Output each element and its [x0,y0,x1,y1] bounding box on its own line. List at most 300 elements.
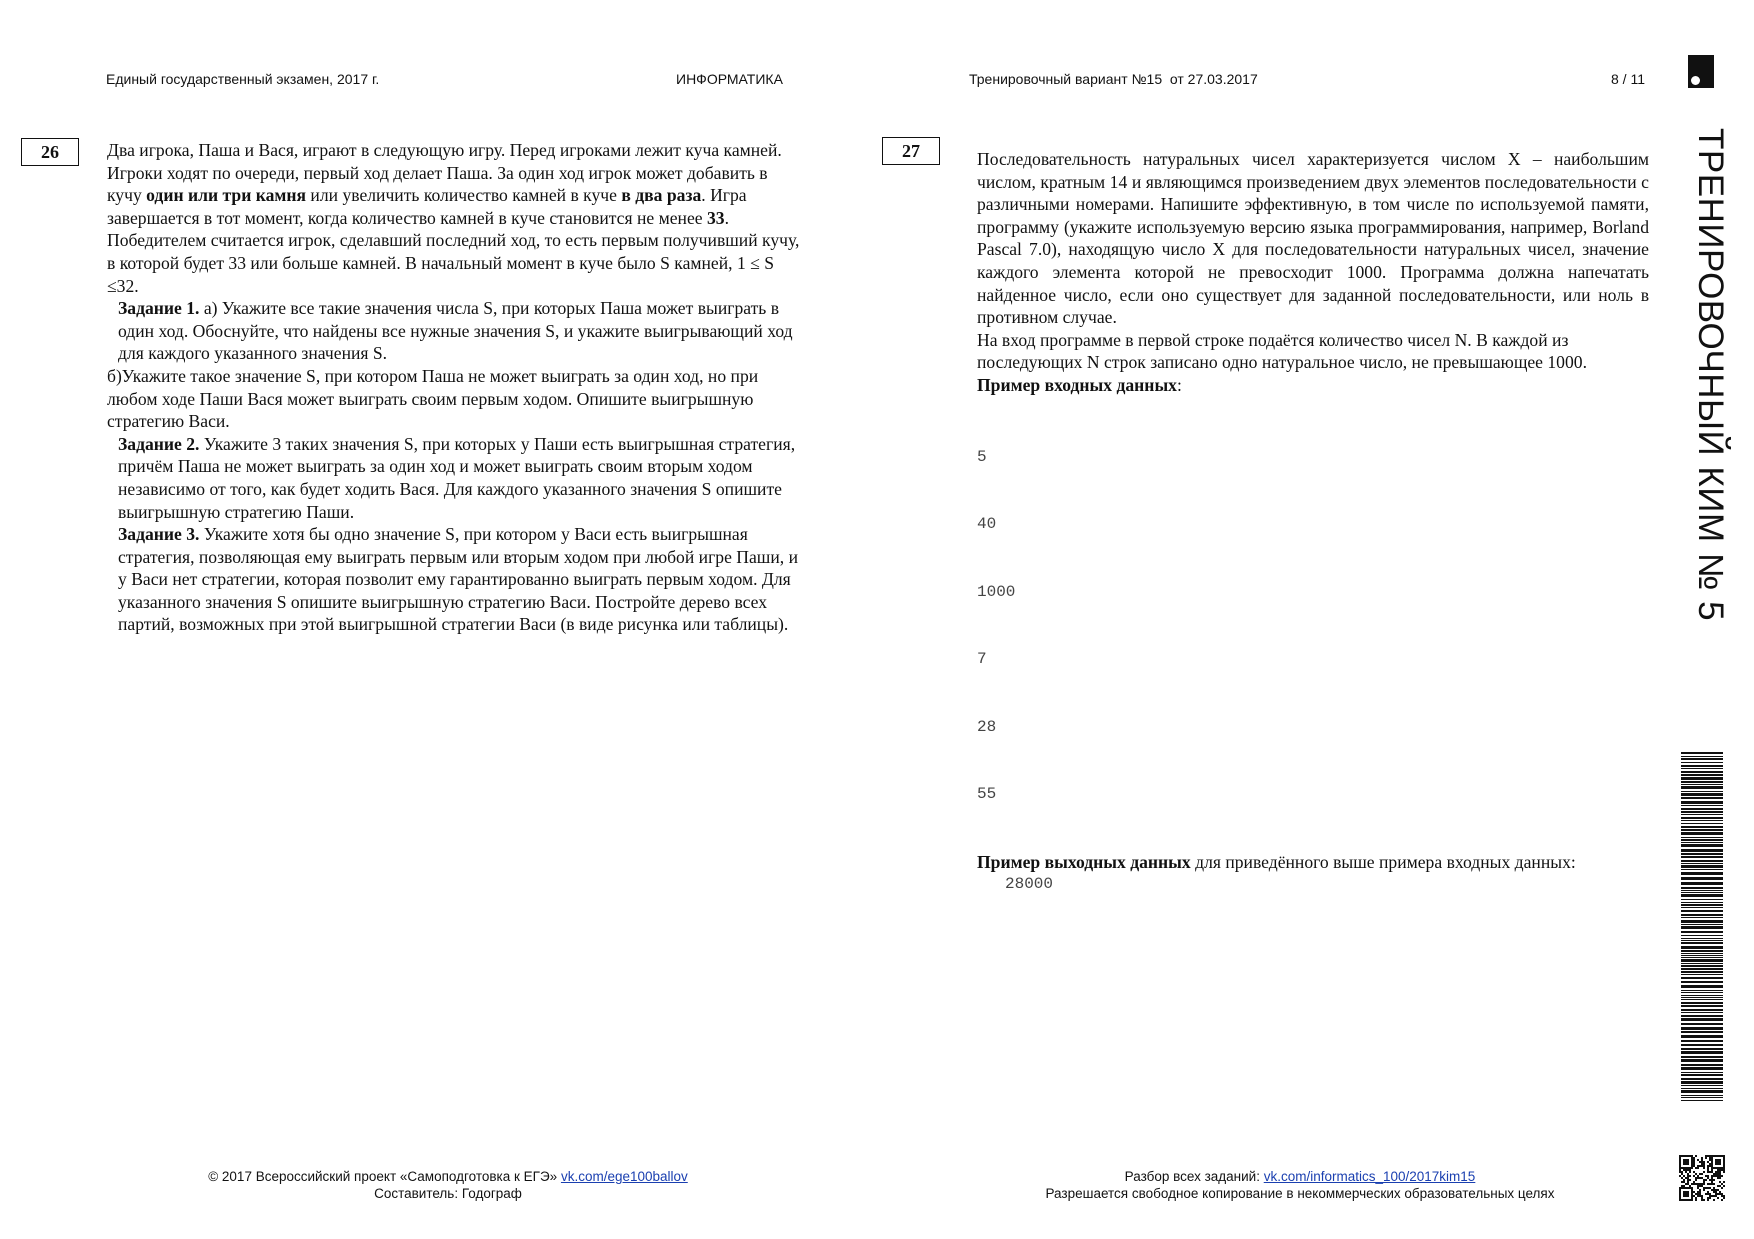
question-26-number: 26 [21,138,79,166]
qr-module [1687,1183,1689,1185]
qr-module [1679,1195,1681,1197]
barcode-bar [1681,1018,1723,1021]
footer-left-line2: Составитель: Годограф [374,1186,522,1201]
qr-module [1707,1191,1709,1193]
qr-module [1683,1187,1685,1189]
qr-module [1687,1193,1689,1195]
qr-module [1683,1195,1685,1197]
qr-module [1719,1193,1721,1195]
qr-module [1697,1175,1699,1177]
qr-module [1705,1157,1707,1159]
barcode-bar [1681,1035,1723,1038]
qr-module [1723,1197,1725,1199]
barcode-bar [1681,894,1723,897]
input-example-label: Пример входных данных [977,374,1177,395]
qr-module [1681,1177,1683,1179]
barcode-bar [1681,758,1723,760]
qr-module [1679,1187,1681,1189]
barcode-bar [1681,863,1723,864]
qr-module [1687,1191,1689,1193]
barcode-bar [1681,946,1723,949]
qr-module [1703,1189,1705,1191]
qr-module [1721,1175,1723,1177]
qr-module [1681,1185,1683,1187]
barcode-bar [1681,995,1723,996]
qr-module [1689,1179,1691,1181]
qr-module [1701,1195,1703,1197]
input-line: 40 [977,515,997,534]
qr-module [1705,1187,1707,1189]
qr-module [1691,1183,1693,1185]
barcode-bar [1681,963,1723,964]
qr-module [1685,1191,1687,1193]
qr-module [1719,1177,1721,1179]
barcode-bar [1681,765,1723,767]
barcode-bar [1681,814,1723,815]
barcode-bar [1681,1048,1723,1050]
barcode-bar [1681,1078,1723,1080]
barcode-bar [1681,826,1723,828]
barcode-bar [1681,904,1723,906]
qr-module [1683,1155,1685,1157]
qr-module [1683,1163,1685,1165]
barcode-bar [1681,955,1723,956]
qr-module [1699,1185,1701,1187]
qr-module [1703,1187,1705,1189]
qr-module [1685,1177,1687,1179]
barcode-bar [1681,777,1723,780]
qr-module [1717,1155,1719,1157]
barcode-bar [1681,820,1723,821]
barcode-bar [1681,1012,1723,1013]
qr-module [1685,1199,1687,1201]
barcode-bar [1681,965,1723,967]
barcode-bar [1681,811,1723,813]
qr-module [1717,1175,1719,1177]
qr-module [1713,1187,1715,1189]
qr-module [1723,1163,1725,1165]
qr-module [1713,1189,1715,1191]
qr-module [1679,1167,1681,1169]
qr-module [1719,1159,1721,1161]
barcode-bar [1681,768,1723,769]
barcode-bar [1681,781,1723,783]
qr-module [1717,1171,1719,1173]
qr-module [1709,1195,1711,1197]
barcode-bar [1681,842,1723,843]
qr-module [1699,1191,1701,1193]
qr-module [1719,1171,1721,1173]
qr-module [1697,1165,1699,1167]
footer-right-link[interactable]: vk.com/informatics_100/2017kim15 [1263,1169,1476,1184]
qr-module [1713,1175,1715,1177]
barcode-bar [1681,1005,1723,1007]
task-1-label: Задание 1. [118,298,200,319]
barcode-bar [1681,959,1723,962]
barcode-bar [1681,1064,1723,1066]
qr-module [1697,1185,1699,1187]
barcode-bar [1681,752,1723,754]
barcode-bar [1681,1002,1723,1004]
footer-right [1020,1168,1580,1202]
qr-module [1687,1163,1689,1165]
qr-module [1691,1157,1693,1159]
output-example-value: 28000 [1005,875,1054,894]
qr-module [1709,1165,1711,1167]
barcode-bar [1681,853,1723,855]
qr-module [1691,1187,1693,1189]
qr-module [1723,1169,1725,1171]
barcode-bar [1681,907,1723,908]
corner-mark-icon [1688,55,1714,88]
output-example-text: для приведённого выше примера входных данных: [1190,851,1576,872]
qr-module [1719,1167,1721,1169]
barcode-bar [1681,877,1723,880]
barcode-bar [1681,817,1723,819]
qr-module [1709,1197,1711,1199]
qr-module [1717,1185,1719,1187]
barcode-bar [1681,968,1723,970]
qr-module [1713,1183,1715,1185]
barcode-bar [1681,1051,1723,1054]
barcode-bar [1681,762,1723,763]
barcode-bar [1681,931,1723,933]
qr-module [1711,1177,1713,1179]
task-2-text: Укажите 3 таких значения S, при которых у Паши есть выигрышная стратегия, причём Паша не может выиграть за один ход и может выиграть своим вторым ходом независимо от того, как будет ходить Вася. Для каждого указанного значения S опишите выигрышную стратегию Паши. [118,433,796,522]
qr-module [1691,1161,1693,1163]
barcode-bar [1681,882,1723,885]
qr-module [1697,1195,1699,1197]
task-3 [107,523,803,636]
qr-module [1721,1187,1723,1189]
question-26-body [107,139,803,636]
qr-module [1685,1155,1687,1157]
qr-module [1717,1197,1719,1199]
qr-module [1711,1163,1713,1165]
qr-module [1699,1195,1701,1197]
qr-module [1717,1159,1719,1161]
qr-module [1723,1167,1725,1169]
qr-module [1679,1163,1681,1165]
question-26-intro [107,139,803,297]
intro-text: . Победителем считается игрок, сделавший последний ход, то есть первым получивший кучу, в которой будет 33 или больше камней. В начальный момент в куче было S камней, 1 ≤ S ≤32. [107,207,800,296]
qr-module [1703,1199,1705,1201]
qr-module [1707,1199,1709,1201]
footer-right-line1 [1020,1168,1580,1185]
qr-module [1691,1155,1693,1157]
qr-module [1691,1159,1693,1161]
barcode-bar [1681,1027,1723,1030]
qr-module [1715,1155,1717,1157]
qr-module [1687,1199,1689,1201]
qr-module [1691,1199,1693,1201]
footer-left-link[interactable]: vk.com/ege100ballov [560,1169,688,1184]
qr-module [1701,1173,1703,1175]
side-title: ТРЕНИРОВОЧНЫЙ КИМ № 5 [1691,128,1730,622]
barcode-bar [1681,985,1723,988]
barcode-bar [1681,992,1723,993]
qr-module [1683,1167,1685,1169]
qr-module [1709,1163,1711,1165]
qr-module [1685,1161,1687,1163]
qr-module [1717,1167,1719,1169]
qr-module [1695,1193,1697,1195]
qr-module [1709,1157,1711,1159]
barcode-bar [1681,808,1723,810]
input-line: 5 [977,447,987,466]
qr-module [1715,1171,1717,1173]
qr-module [1723,1155,1725,1157]
qr-module [1685,1167,1687,1169]
task-2 [107,433,803,523]
qr-module [1695,1179,1697,1181]
qr-module [1681,1181,1683,1183]
qr-module [1719,1173,1721,1175]
qr-module [1687,1159,1689,1161]
qr-module [1703,1161,1705,1163]
barcode-bar [1681,786,1723,789]
intro-text: . Игра завершается в тот момент, когда количество камней в куче становится не менее [107,185,747,228]
qr-module [1695,1197,1697,1199]
qr-module [1701,1197,1703,1199]
barcode-bar [1681,797,1723,799]
qr-module [1685,1169,1687,1171]
qr-module [1701,1199,1703,1201]
qr-module [1697,1183,1699,1185]
qr-module [1721,1169,1723,1171]
qr-module [1715,1193,1717,1195]
barcode-bar [1681,872,1723,875]
barcode-bar [1681,1040,1723,1042]
qr-module [1681,1199,1683,1201]
qr-module [1679,1169,1681,1171]
qr-module [1719,1161,1721,1163]
qr-module [1703,1167,1705,1169]
qr-module [1715,1191,1717,1193]
qr-module [1679,1189,1681,1191]
intro-bold: в два раза [621,185,702,206]
qr-module [1713,1155,1715,1157]
qr-module [1687,1181,1689,1183]
qr-module [1685,1193,1687,1195]
qr-module [1687,1175,1689,1177]
qr-module [1715,1195,1717,1197]
qr-module [1685,1163,1687,1165]
footer-right-text: Разбор всех заданий: [1124,1169,1264,1184]
qr-module [1683,1169,1685,1171]
qr-module [1721,1155,1723,1157]
barcode-bar [1681,844,1723,847]
qr-module [1709,1187,1711,1189]
qr-module [1689,1175,1691,1177]
qr-module [1681,1187,1683,1189]
task-3-label: Задание 3. [118,524,200,545]
barcode-bar [1681,1072,1723,1073]
barcode-bar [1681,920,1723,923]
question-27-number: 27 [882,137,940,165]
qr-module [1681,1167,1683,1169]
qr-module [1709,1193,1711,1195]
qr-module [1693,1175,1695,1177]
qr-module [1689,1199,1691,1201]
qr-module [1683,1181,1685,1183]
qr-module [1717,1189,1719,1191]
qr-module [1709,1159,1711,1161]
input-example-colon: : [1176,374,1182,395]
barcode-bar [1681,887,1723,889]
qr-module [1683,1193,1685,1195]
qr-module [1723,1165,1725,1167]
qr-module [1701,1177,1703,1179]
qr-module [1711,1169,1713,1171]
barcode-bar [1681,1081,1723,1084]
qr-module [1703,1165,1705,1167]
barcode-bar [1681,1015,1723,1017]
barcode-bar [1681,997,1723,998]
qr-module [1689,1167,1691,1169]
barcode-bar [1681,971,1723,973]
page-number: 8 / 11 [1611,71,1645,87]
qr-module [1687,1179,1689,1181]
qr-module [1707,1193,1709,1195]
qr-module [1717,1161,1719,1163]
qr-module [1711,1183,1713,1185]
qr-module [1719,1155,1721,1157]
qr-module [1683,1175,1685,1177]
qr-module [1679,1155,1681,1157]
qr-module [1721,1193,1723,1195]
intro-text: или увеличить количество камней в куче [306,185,622,206]
qr-module [1697,1177,1699,1179]
qr-module [1717,1173,1719,1175]
qr-module [1715,1159,1717,1161]
qr-module [1721,1183,1723,1185]
qr-module [1681,1171,1683,1173]
input-line: 1000 [977,582,1016,601]
qr-module [1719,1169,1721,1171]
qr-module [1693,1195,1695,1197]
qr-module [1683,1179,1685,1181]
qr-module [1713,1191,1715,1193]
barcode-bar [1681,839,1723,841]
qr-module [1709,1179,1711,1181]
qr-module [1701,1161,1703,1163]
qr-module [1695,1183,1697,1185]
qr-module [1703,1163,1705,1165]
qr-module [1683,1199,1685,1201]
qr-module [1723,1161,1725,1163]
barcode-bar [1681,1095,1723,1096]
qr-module [1687,1187,1689,1189]
task-1b: б)Укажите такое значение S, при котором Паша не может выиграть за один ход, но при любом ходе Паши Вася может выиграть своим первым ходом. Опишите выигрышную стратегию Васи. [107,365,759,432]
barcode-bar [1681,942,1723,944]
qr-module [1711,1155,1713,1157]
qr-module [1703,1181,1705,1183]
qr-module [1693,1171,1695,1173]
qr-module [1679,1199,1681,1201]
qr-module [1705,1193,1707,1195]
qr-module [1709,1183,1711,1185]
output-example-heading [977,851,1649,874]
qr-module [1693,1157,1695,1159]
barcode-bar [1681,774,1723,776]
qr-module [1707,1183,1709,1185]
qr-module [1697,1159,1699,1161]
qr-module [1685,1195,1687,1197]
barcode-bar [1681,756,1723,757]
qr-module [1697,1187,1699,1189]
qr-module [1715,1163,1717,1165]
qr-module [1711,1167,1713,1169]
qr-module [1711,1161,1713,1163]
barcode-bar [1681,771,1723,773]
qr-module [1693,1191,1695,1193]
qr-module [1693,1181,1695,1183]
qr-module [1707,1155,1709,1157]
barcode-bar [1681,981,1723,983]
barcode-bar [1681,869,1723,870]
qr-module [1721,1199,1723,1201]
task-1-text: а) Укажите все такие значения числа S, при которых Паша может выиграть в один ход. Обоснуйте, что найдены все нужные значения S, и укажите выигрывающий ход для каждого указанного значения S. [118,298,793,364]
qr-module [1705,1175,1707,1177]
barcode-bar [1681,801,1723,804]
barcode-bar [1681,899,1723,900]
qr-module [1711,1179,1713,1181]
barcode-bar [1681,1009,1723,1011]
barcode-bar [1681,805,1723,806]
qr-module [1695,1173,1697,1175]
barcode-bar [1681,940,1723,941]
input-line: 7 [977,650,987,669]
qr-module [1687,1173,1689,1175]
intro-text: Два игрока, Паша и Вася, играют в следующую игру. Перед игроками лежит куча камней. Игроки ходят по очереди, первый ход делает Паша. За один ход игрок может добавить в кучу [107,140,782,206]
qr-module [1717,1193,1719,1195]
qr-module [1707,1169,1709,1171]
footer-right-line2: Разрешается свободное копирование в некоммерческих образовательных целях [1045,1186,1555,1201]
barcode-bar [1681,1044,1723,1046]
qr-module [1715,1167,1717,1169]
qr-module [1719,1175,1721,1177]
qr-module [1701,1163,1703,1165]
qr-module [1709,1171,1711,1173]
qr-module [1723,1171,1725,1173]
qr-module [1701,1183,1703,1185]
qr-module [1701,1157,1703,1159]
qr-module [1679,1193,1681,1195]
qr-module [1691,1195,1693,1197]
qr-module [1703,1179,1705,1181]
qr-module [1695,1155,1697,1157]
barcode-bar [1681,829,1723,831]
qr-module [1687,1155,1689,1157]
qr-module [1693,1183,1695,1185]
qr-module [1711,1175,1713,1177]
qr-module [1691,1193,1693,1195]
qr-module [1679,1161,1681,1163]
qr-module [1695,1177,1697,1179]
qr-module [1691,1197,1693,1199]
qr-module [1719,1191,1721,1193]
qr-module [1699,1165,1701,1167]
qr-module [1693,1161,1695,1163]
qr-module [1691,1167,1693,1169]
qr-module [1693,1159,1695,1161]
barcode-bar [1681,1067,1723,1070]
qr-module [1685,1171,1687,1173]
qr-module [1705,1155,1707,1157]
qr-module [1707,1165,1709,1167]
output-example-label: Пример выходных данных [977,851,1191,872]
